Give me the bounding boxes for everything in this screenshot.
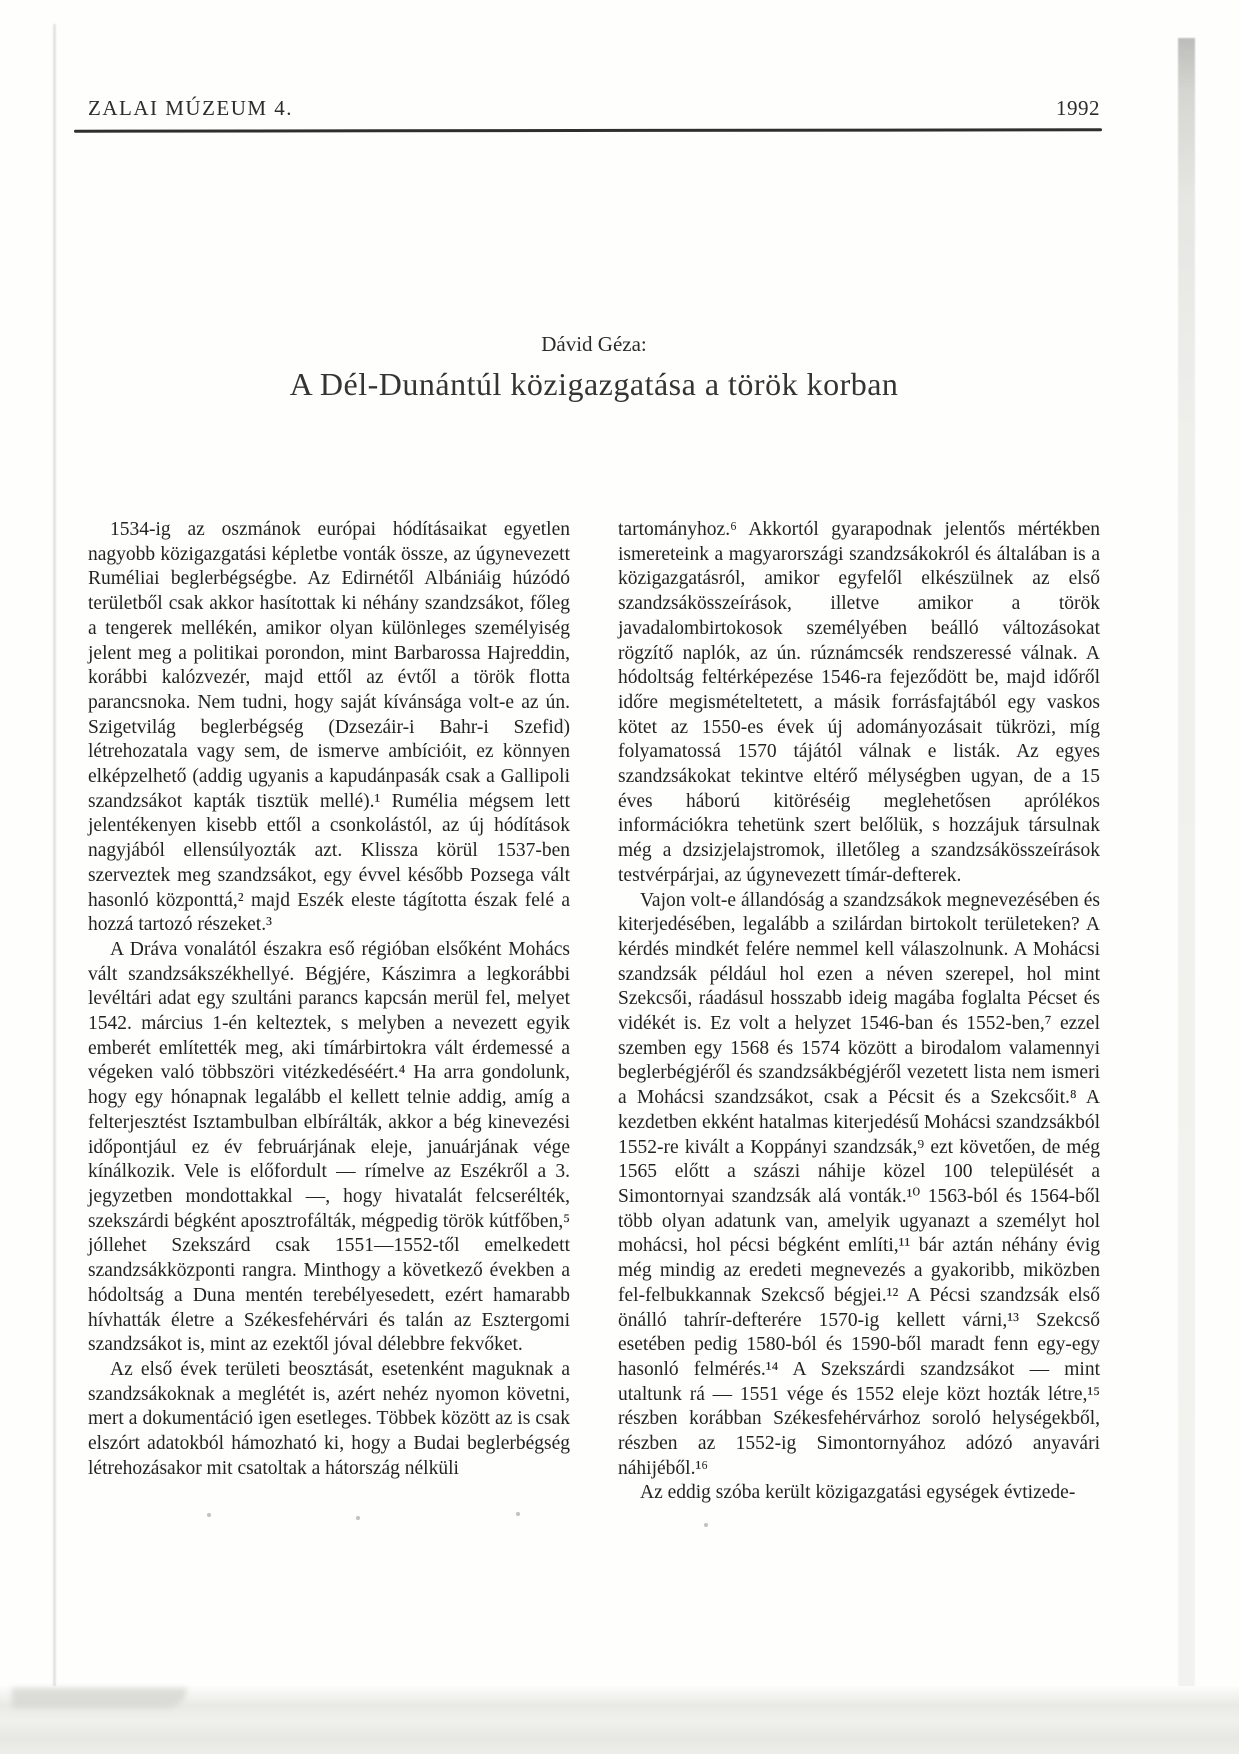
left-column	[88, 518, 570, 1506]
author-line: Dávid Géza:	[541, 332, 647, 356]
paragraph: tartományhoz.⁶ Akkortól gyarapodnak jelentős mértékben ismereteink a magyarországi szandzsákokról és általában is a közigazgatásról, amikor egyfelől elkészülnek az első szandzsákösszeírások, illetve amikor a török javadalombirtokosok személyében beálló változásokat rögzítő naplók, az ún. rúznámcsék rendszeressé válnak. A hódoltság feltérképezése 1546-ra fejeződött be, majd időről időre megismételtetett, a másik forrásfajtából egy vaskos kötet az 1550-es évek új adományozásait tükrözi, míg folyamatossá 1570 tájától válnak e listák. Az egyes szandzsákokat tekintve eltérő mélységben ugyan, de a 15 éves háború kitöréséig meglehetősen aprólékos információkra tehetünk szert belőlük, s hozzájuk társulnak még a dzsizjelajstromok, illetőleg a szandzsákösszeírások testvérpárjai, az úgynevezett tímár-defterek.	[618, 519, 1100, 886]
scan-bottom-smudge	[12, 1688, 187, 1708]
paragraph: A Dráva vonalától északra eső régióban elsőként Mohács vált szandzsákszékhellyé. Bégjére, Kászimra a legkorábbi levéltári adat egy szultáni parancs kapcsán merül fel, melyet 1542. március 1-én kelteztek, s melyben a nevezett egyik emberét említették meg, aki tímárbirtokra vált érdemessé a végeken való többszöri vitézkedéséért.⁴ Ha arra gondolunk, hogy egy hónapnak legalább el kellett telnie addig, amíg a felterjesztést Isztambulban elbírálták, akkor a bég kinevezési időpontjául ez év februárjának eleje, januárjának vége kínálkozik. Vele is előfordult — rímelve az Eszékről a 3. jegyzetben mondottakkal —, hogy hivatalát felcserélték, szekszárdi bégként aposztrofálták, mégpedig török kútfőben,⁵ jóllehet Szekszárd csak 1551—1552-től emelkedett szandzsákközponti rangra. Minthogy a következő években a hódoltság a Duna mentén terebélyesedett, ezért hamarabb hívhatták életre a Székesfehérvári és talán az Esztergomi szandzsákot is, mint az ezektől jóval délebbre fekvőket.	[88, 938, 570, 1356]
scan-speckle	[207, 1513, 211, 1517]
right-column	[618, 518, 1100, 1506]
scan-edge-shadow-left	[53, 24, 56, 1690]
article-title: A Dél-Dunántúl közigazgatása a török korban	[289, 366, 899, 402]
journal-name: ZALAI MÚZEUM 4.	[88, 96, 294, 120]
scan-speckle	[704, 1523, 708, 1527]
page-header	[88, 96, 1100, 121]
paragraph: Vajon volt-e állandóság a szandzsákok megnevezésében és kiterjedésében, legalább a szilárdan birtokolt területeken? A kérdés mindkét felére nemmel kell válaszolnunk. A Mohácsi szandzsák például hol ezen a néven szerepel, hol mint Szekcsői, ráadásul hosszabb ideig magába foglalta Pécset és vidékét is. Ez volt a helyzet 1546-ban és 1552-ben,⁷ ezzel szemben egy 1568 és 1574 között a birodalom valamennyi beglerbégjéről és szandzsákbégjéről vezetett lista nem ismeri a Mohácsi szandzsákot, csak a Pécsit és a Szekcsőit.⁸ A kezdetben ekként hatalmas kiterjedésű Mohácsi szandzsákból 1552-re kivált a Koppányi szandzsák,⁹ ezt követően, de még 1565 előtt a szászi náhije közel 100 települését a Simontornyai szandzsák alá vonták.¹⁰ 1563-ból és 1564-ből több olyan adatunk van, amelyik ugyanazt a személyt hol mohácsi, hol pécsi bégként említi,¹¹ bár aztán néhány évig még mindig az eredeti megnevezés a gyakoribb, miközben fel-felbukkannak Szekcső bégjei.¹² A Pécsi szandzsák első önálló tahrír-defterére 1570-ig kellett várni,¹³ Szekcső esetében pedig 1580-ból és 1590-ből maradt fenn egy-egy hasonló felmérés.¹⁴ A Szekszárdi szandzsákot — mint utaltunk rá — 1551 vége és 1552 eleje közt hozták létre,¹⁵ részben korábban Székesfehérvárhoz soroló helységekből, részben az 1552-ig Simontornyához adózó anyavári náhijéből.¹⁶	[618, 889, 1100, 1479]
scan-edge-shadow-right	[1178, 38, 1195, 1690]
scan-speckle	[356, 1516, 360, 1520]
paragraph: Az eddig szóba került közigazgatási egységek évtizede-	[640, 1482, 1076, 1504]
publication-year: 1992	[1056, 96, 1100, 120]
paragraph: 1534-ig az oszmánok európai hódításaikat egyetlen nagyobb közigazgatási képletbe vonták össze, az úgynevezett Ruméliai beglerbégségbe. Az Edirnétől Albániáig húzódó területből csak akkor hasítottak ki néhány szandzsákot, főleg a tengerek mellékén, amikor olyan különleges személyiség jelent meg a politikai porondon, mint Barbarossa Hajreddin, korábbi kalózvezér, majd ettől az évtől a török flotta parancsnoka. Nem tudni, hogy saját kívánsága volt-e az ún. Szigetvilág beglerbégség (Dzsezáir-i Bahr-i Szefid) létrehozatala vagy sem, de ismerve ambícióit, ez könnyen elképzelhető (addig ugyanis a kapudánpasák csak a Gallipoli szandzsákot kapták tisztük mellé).¹ Rumélia mégsem lett jelentékenyen kisebb ettől a csonkolástól, az új hódítások nagyjából ellensúlyozták azt. Klissza körül 1537-ben szerveztek meg szandzsákot, egy évvel később Pozsega vált hasonló központtá,² majd Eszék eleste tágította észak felé a hozzá tartozó részeket.³	[88, 519, 570, 936]
article-body	[88, 518, 1100, 1506]
scan-bottom-shadow	[0, 1686, 1239, 1754]
header-rule	[74, 128, 1102, 132]
scan-speckle	[516, 1512, 520, 1516]
paragraph: Az első évek területi beosztását, esetenként maguknak a szandzsákoknak a meglétét is, azért nehéz nyomon követni, mert a dokumentáció igen esetleges. Többek között az is csak elszórt adatokból hámozható ki, hogy a Budai beglerbégség létrehozásakor mit csatoltak a hátország nélküli	[88, 1358, 570, 1479]
